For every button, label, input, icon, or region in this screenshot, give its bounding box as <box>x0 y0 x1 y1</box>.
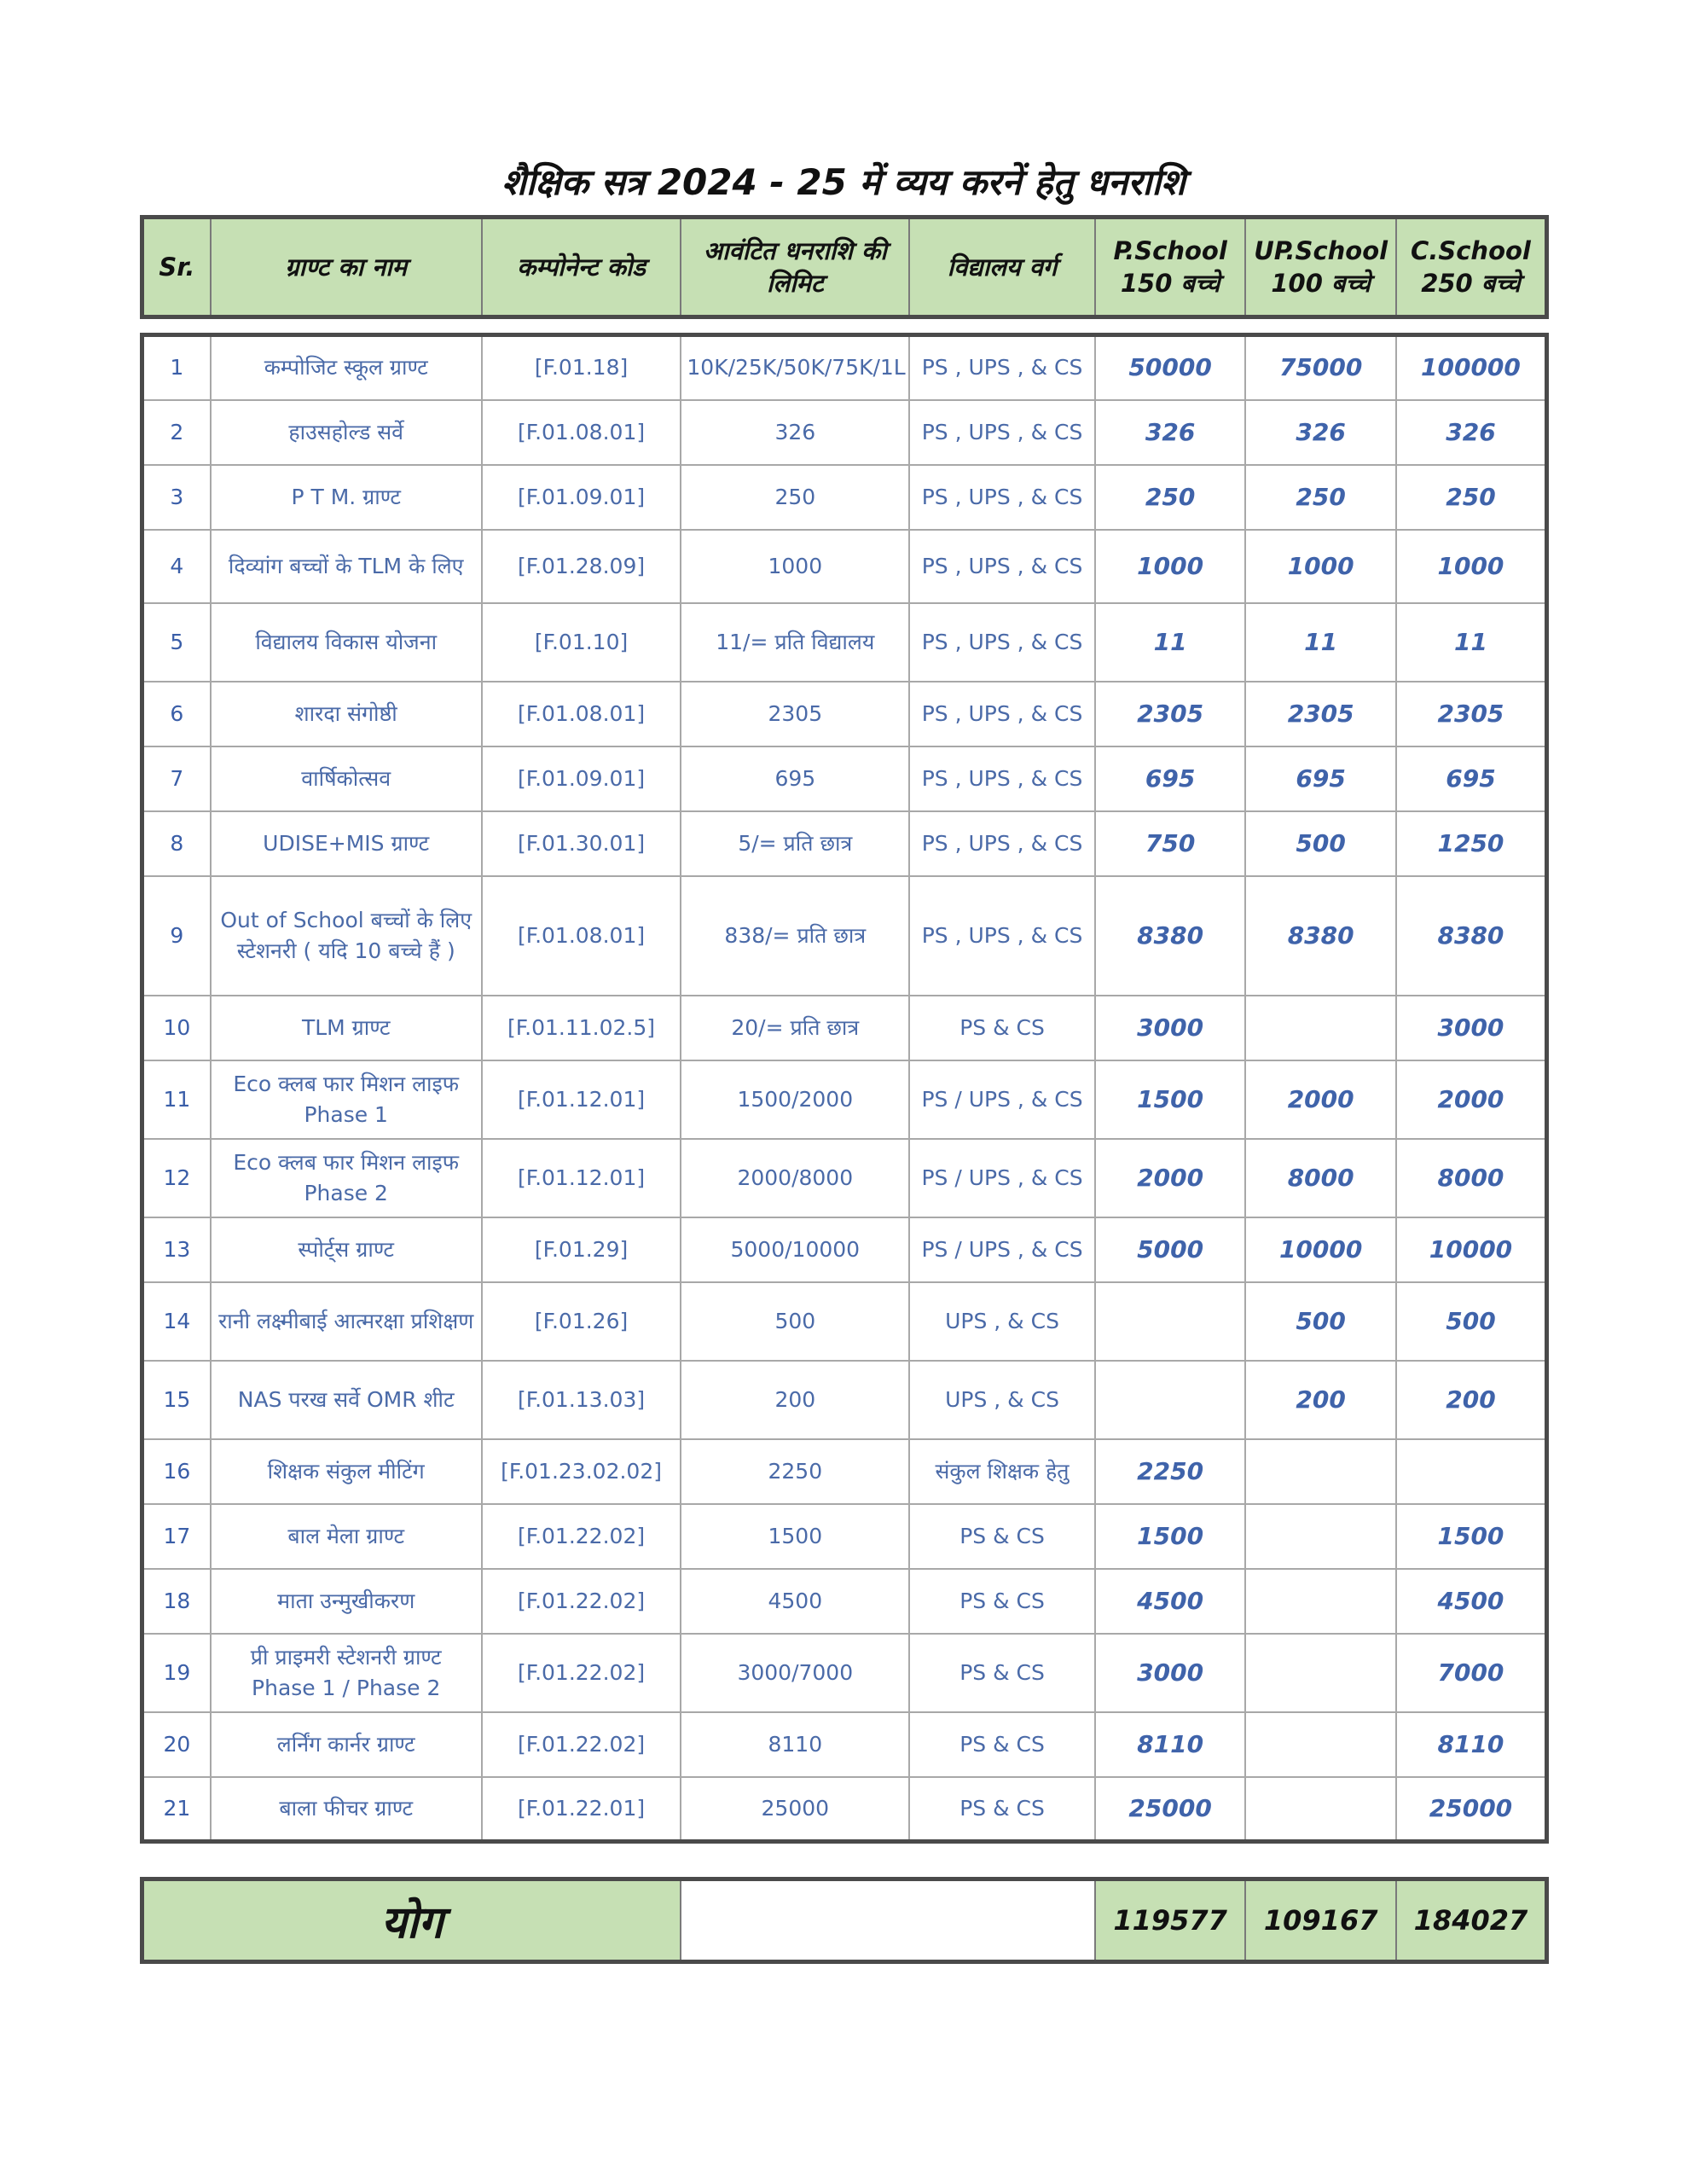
cell-p-school: 695 <box>1095 746 1246 811</box>
cell-grant-name: विद्यालय विकास योजना <box>211 603 482 682</box>
cell-allotted-limit: 1500/2000 <box>681 1060 909 1139</box>
cell-c-school: 695 <box>1396 746 1547 811</box>
cell-grant-name: वार्षिकोत्सव <box>211 746 482 811</box>
cell-component-code: [F.01.22.02] <box>482 1569 681 1634</box>
cell-p-school <box>1095 1282 1246 1361</box>
cell-school-category: PS , UPS , & CS <box>909 876 1095 996</box>
table-row <box>142 1439 1547 1504</box>
cell-up-school: 10000 <box>1245 1217 1396 1282</box>
cell-grant-name: प्री प्राइमरी स्टेशनरी ग्राण्ट Phase 1 / Phase 2 <box>211 1634 482 1712</box>
table-row <box>142 746 1547 811</box>
cell-component-code: [F.01.09.01] <box>482 465 681 530</box>
cell-school-category: PS / UPS , & CS <box>909 1139 1095 1217</box>
cell-grant-name: NAS परख सर्वे OMR शीट <box>211 1361 482 1439</box>
cell-school-category: PS & CS <box>909 996 1095 1060</box>
cell-up-school: 11 <box>1245 603 1396 682</box>
table-row <box>142 1060 1547 1139</box>
cell-c-school: 100000 <box>1396 335 1547 400</box>
cell-component-code: [F.01.30.01] <box>482 811 681 876</box>
cell-c-school: 4500 <box>1396 1569 1547 1634</box>
cell-school-category: PS , UPS , & CS <box>909 603 1095 682</box>
cell-p-school: 1500 <box>1095 1060 1246 1139</box>
cell-p-school: 2000 <box>1095 1139 1246 1217</box>
cell-up-school <box>1245 1712 1396 1777</box>
cell-school-category: संकुल शिक्षक हेतु <box>909 1439 1095 1504</box>
cell-c-school: 8000 <box>1396 1139 1547 1217</box>
cell-allotted-limit: 20/= प्रति छात्र <box>681 996 909 1060</box>
cell-grant-name: P T M. ग्राण्ट <box>211 465 482 530</box>
grant-table <box>140 333 1549 1844</box>
cell-sr: 21 <box>142 1777 211 1842</box>
cell-component-code: [F.01.26] <box>482 1282 681 1361</box>
cell-component-code: [F.01.23.02.02] <box>482 1439 681 1504</box>
cell-up-school: 200 <box>1245 1361 1396 1439</box>
cell-up-school <box>1245 1504 1396 1569</box>
cell-c-school: 3000 <box>1396 996 1547 1060</box>
total-blank-cell <box>681 1879 1094 1962</box>
cell-sr: 11 <box>142 1060 211 1139</box>
cell-component-code: [F.01.29] <box>482 1217 681 1282</box>
cell-component-code: [F.01.11.02.5] <box>482 996 681 1060</box>
cell-component-code: [F.01.22.02] <box>482 1634 681 1712</box>
cell-up-school: 75000 <box>1245 335 1396 400</box>
cell-allotted-limit: 3000/7000 <box>681 1634 909 1712</box>
cell-school-category: PS , UPS , & CS <box>909 335 1095 400</box>
cell-sr: 8 <box>142 811 211 876</box>
cell-c-school: 2000 <box>1396 1060 1547 1139</box>
cell-sr: 16 <box>142 1439 211 1504</box>
cell-up-school: 326 <box>1245 400 1396 465</box>
cell-school-category: UPS , & CS <box>909 1282 1095 1361</box>
cell-school-category: PS & CS <box>909 1504 1095 1569</box>
table-row <box>142 1569 1547 1634</box>
cell-sr: 1 <box>142 335 211 400</box>
cell-up-school <box>1245 1634 1396 1712</box>
cell-allotted-limit: 2000/8000 <box>681 1139 909 1217</box>
cell-school-category: PS , UPS , & CS <box>909 465 1095 530</box>
cell-allotted-limit: 838/= प्रति छात्र <box>681 876 909 996</box>
cell-school-category: PS / UPS , & CS <box>909 1060 1095 1139</box>
cell-component-code: [F.01.08.01] <box>482 876 681 996</box>
cell-grant-name: लर्निंग कार्नर ग्राण्ट <box>211 1712 482 1777</box>
cell-c-school: 7000 <box>1396 1634 1547 1712</box>
cell-grant-name: हाउसहोल्ड सर्वे <box>211 400 482 465</box>
cell-sr: 9 <box>142 876 211 996</box>
cell-allotted-limit: 2305 <box>681 682 909 746</box>
cell-allotted-limit: 25000 <box>681 1777 909 1842</box>
cell-grant-name: बाला फीचर ग्राण्ट <box>211 1777 482 1842</box>
cell-p-school: 750 <box>1095 811 1246 876</box>
cell-c-school <box>1396 1439 1547 1504</box>
cell-sr: 3 <box>142 465 211 530</box>
cell-p-school: 2305 <box>1095 682 1246 746</box>
header-allotted-limit: आवंटित धनराशि की लिमिट <box>681 218 909 317</box>
cell-school-category: PS & CS <box>909 1712 1095 1777</box>
table-row <box>142 1139 1547 1217</box>
header-school-category: विद्यालय वर्ग <box>909 218 1095 317</box>
cell-component-code: [F.01.12.01] <box>482 1139 681 1217</box>
cell-school-category: PS & CS <box>909 1569 1095 1634</box>
cell-p-school: 1000 <box>1095 530 1246 603</box>
table-row <box>142 996 1547 1060</box>
cell-p-school: 25000 <box>1095 1777 1246 1842</box>
cell-allotted-limit: 500 <box>681 1282 909 1361</box>
header-sr: Sr. <box>142 218 211 317</box>
cell-up-school <box>1245 1569 1396 1634</box>
total-label: योग <box>142 1879 681 1962</box>
table-row <box>142 400 1547 465</box>
cell-allotted-limit: 1000 <box>681 530 909 603</box>
table-row <box>142 1504 1547 1569</box>
cell-sr: 4 <box>142 530 211 603</box>
cell-school-category: PS , UPS , & CS <box>909 811 1095 876</box>
cell-up-school: 500 <box>1245 1282 1396 1361</box>
cell-allotted-limit: 10K/25K/50K/75K/1L <box>681 335 909 400</box>
cell-up-school: 2000 <box>1245 1060 1396 1139</box>
cell-sr: 15 <box>142 1361 211 1439</box>
table-row <box>142 1634 1547 1712</box>
cell-school-category: PS , UPS , & CS <box>909 682 1095 746</box>
cell-component-code: [F.01.28.09] <box>482 530 681 603</box>
header-grant-name: ग्राण्ट का नाम <box>211 218 482 317</box>
cell-allotted-limit: 5000/10000 <box>681 1217 909 1282</box>
cell-allotted-limit: 1500 <box>681 1504 909 1569</box>
cell-p-school: 50000 <box>1095 335 1246 400</box>
cell-school-category: PS & CS <box>909 1634 1095 1712</box>
cell-component-code: [F.01.22.02] <box>482 1504 681 1569</box>
cell-grant-name: माता उन्मुखीकरण <box>211 1569 482 1634</box>
cell-school-category: PS , UPS , & CS <box>909 530 1095 603</box>
cell-c-school: 1250 <box>1396 811 1547 876</box>
cell-allotted-limit: 326 <box>681 400 909 465</box>
cell-component-code: [F.01.22.01] <box>482 1777 681 1842</box>
total-p-school: 119577 <box>1095 1879 1246 1962</box>
cell-grant-name: Eco क्लब फार मिशन लाइफ Phase 2 <box>211 1139 482 1217</box>
cell-allotted-limit: 11/= प्रति विद्यालय <box>681 603 909 682</box>
cell-grant-name: दिव्यांग बच्चों के TLM के लिए <box>211 530 482 603</box>
cell-grant-name: शारदा संगोष्ठी <box>211 682 482 746</box>
cell-component-code: [F.01.08.01] <box>482 682 681 746</box>
cell-c-school: 10000 <box>1396 1217 1547 1282</box>
header-up-school: UP.School 100 बच्चे <box>1245 218 1396 317</box>
cell-c-school: 326 <box>1396 400 1547 465</box>
table-row <box>142 1777 1547 1842</box>
cell-allotted-limit: 4500 <box>681 1569 909 1634</box>
page-title: शैक्षिक सत्र 2024 - 25 में व्यय करनें हेतु धनराशि <box>501 161 1186 203</box>
cell-sr: 13 <box>142 1217 211 1282</box>
cell-c-school: 8110 <box>1396 1712 1547 1777</box>
cell-sr: 18 <box>142 1569 211 1634</box>
table-row <box>142 682 1547 746</box>
cell-c-school: 200 <box>1396 1361 1547 1439</box>
cell-school-category: PS , UPS , & CS <box>909 400 1095 465</box>
cell-grant-name: स्पोर्ट्स ग्राण्ट <box>211 1217 482 1282</box>
cell-c-school: 1500 <box>1396 1504 1547 1569</box>
cell-p-school: 250 <box>1095 465 1246 530</box>
cell-grant-name: शिक्षक संकुल मीटिंग <box>211 1439 482 1504</box>
grant-table-header <box>140 215 1549 319</box>
cell-sr: 2 <box>142 400 211 465</box>
cell-up-school: 2305 <box>1245 682 1396 746</box>
grant-rows <box>142 335 1547 1842</box>
cell-sr: 10 <box>142 996 211 1060</box>
cell-component-code: [F.01.13.03] <box>482 1361 681 1439</box>
cell-up-school <box>1245 996 1396 1060</box>
cell-component-code: [F.01.22.02] <box>482 1712 681 1777</box>
cell-grant-name: Eco क्लब फार मिशन लाइफ Phase 1 <box>211 1060 482 1139</box>
cell-c-school: 500 <box>1396 1282 1547 1361</box>
cell-sr: 20 <box>142 1712 211 1777</box>
cell-sr: 19 <box>142 1634 211 1712</box>
cell-school-category: PS / UPS , & CS <box>909 1217 1095 1282</box>
table-row <box>142 1217 1547 1282</box>
cell-allotted-limit: 695 <box>681 746 909 811</box>
cell-p-school: 2250 <box>1095 1439 1246 1504</box>
cell-c-school: 1000 <box>1396 530 1547 603</box>
cell-up-school: 8000 <box>1245 1139 1396 1217</box>
cell-up-school: 1000 <box>1245 530 1396 603</box>
cell-p-school: 4500 <box>1095 1569 1246 1634</box>
total-row <box>140 1877 1549 1964</box>
cell-sr: 6 <box>142 682 211 746</box>
cell-grant-name: कम्पोजिट स्कूल ग्राण्ट <box>211 335 482 400</box>
cell-p-school: 1500 <box>1095 1504 1246 1569</box>
cell-c-school: 25000 <box>1396 1777 1547 1842</box>
cell-up-school: 250 <box>1245 465 1396 530</box>
table-row <box>142 335 1547 400</box>
cell-p-school: 326 <box>1095 400 1246 465</box>
cell-grant-name: UDISE+MIS ग्राण्ट <box>211 811 482 876</box>
cell-sr: 14 <box>142 1282 211 1361</box>
table-row <box>142 876 1547 996</box>
cell-sr: 17 <box>142 1504 211 1569</box>
header-p-school: P.School 150 बच्चे <box>1095 218 1246 317</box>
cell-p-school: 8380 <box>1095 876 1246 996</box>
cell-sr: 5 <box>142 603 211 682</box>
cell-up-school: 8380 <box>1245 876 1396 996</box>
header-component-code: कम्पोनेन्ट कोड <box>482 218 681 317</box>
cell-p-school: 11 <box>1095 603 1246 682</box>
cell-c-school: 2305 <box>1396 682 1547 746</box>
cell-up-school <box>1245 1777 1396 1842</box>
cell-component-code: [F.01.08.01] <box>482 400 681 465</box>
table-row <box>142 530 1547 603</box>
cell-component-code: [F.01.12.01] <box>482 1060 681 1139</box>
cell-p-school: 8110 <box>1095 1712 1246 1777</box>
cell-component-code: [F.01.18] <box>482 335 681 400</box>
header-c-school: C.School 250 बच्चे <box>1396 218 1547 317</box>
cell-school-category: UPS , & CS <box>909 1361 1095 1439</box>
cell-component-code: [F.01.09.01] <box>482 746 681 811</box>
cell-c-school: 11 <box>1396 603 1547 682</box>
cell-sr: 12 <box>142 1139 211 1217</box>
cell-up-school: 500 <box>1245 811 1396 876</box>
cell-grant-name: रानी लक्ष्मीबाई आत्मरक्षा प्रशिक्षण <box>211 1282 482 1361</box>
cell-p-school <box>1095 1361 1246 1439</box>
table-row <box>142 811 1547 876</box>
table-row <box>142 1282 1547 1361</box>
table-row <box>142 1712 1547 1777</box>
cell-c-school: 8380 <box>1396 876 1547 996</box>
cell-school-category: PS , UPS , & CS <box>909 746 1095 811</box>
cell-grant-name: TLM ग्राण्ट <box>211 996 482 1060</box>
cell-p-school: 5000 <box>1095 1217 1246 1282</box>
cell-c-school: 250 <box>1396 465 1547 530</box>
cell-up-school: 695 <box>1245 746 1396 811</box>
table-row <box>142 465 1547 530</box>
cell-school-category: PS & CS <box>909 1777 1095 1842</box>
table-row <box>142 1361 1547 1439</box>
cell-allotted-limit: 8110 <box>681 1712 909 1777</box>
cell-p-school: 3000 <box>1095 1634 1246 1712</box>
cell-p-school: 3000 <box>1095 996 1246 1060</box>
cell-sr: 7 <box>142 746 211 811</box>
cell-allotted-limit: 5/= प्रति छात्र <box>681 811 909 876</box>
cell-grant-name: बाल मेला ग्राण्ट <box>211 1504 482 1569</box>
table-row <box>142 603 1547 682</box>
cell-allotted-limit: 250 <box>681 465 909 530</box>
total-c-school: 184027 <box>1396 1879 1547 1962</box>
cell-allotted-limit: 2250 <box>681 1439 909 1504</box>
cell-grant-name: Out of School बच्चों के लिए स्टेशनरी ( यदि 10 बच्चे हैं ) <box>211 876 482 996</box>
total-up-school: 109167 <box>1245 1879 1396 1962</box>
cell-allotted-limit: 200 <box>681 1361 909 1439</box>
cell-component-code: [F.01.10] <box>482 603 681 682</box>
cell-up-school <box>1245 1439 1396 1504</box>
